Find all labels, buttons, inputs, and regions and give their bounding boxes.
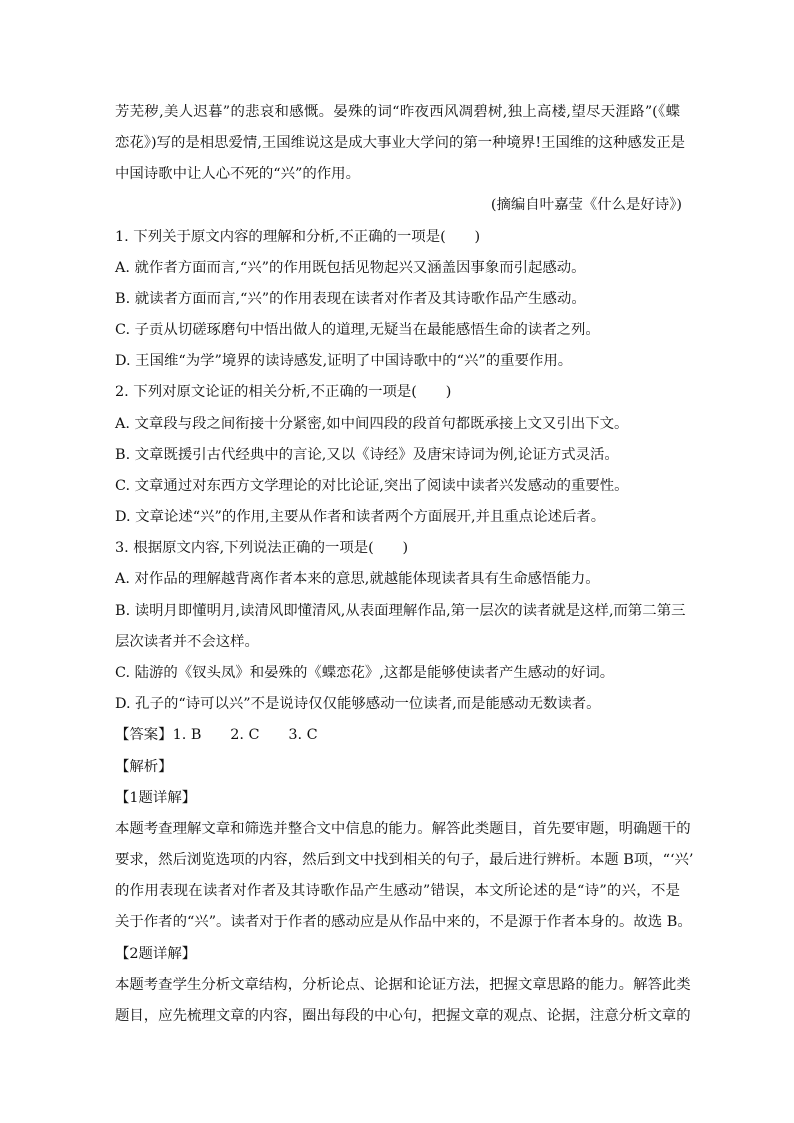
answer-line: 【答案】1. B 2. C 3. C bbox=[115, 727, 318, 743]
detail-1-line: 要求，然后浏览选项的内容，然后到文中找到相关的句子，最后进行辨析。本题 B项，“‘兴’ bbox=[115, 852, 694, 868]
question-1-option-d: D. 王国维“为学”境界的读诗感发,证明了中国诗歌中的“兴”的重要作用。 bbox=[115, 353, 573, 369]
detail-1-label: 【1题详解】 bbox=[115, 790, 197, 806]
question-3-stem: 3. 根据原文内容,下列说法正确的一项是( ) bbox=[115, 540, 409, 556]
detail-1-line: 本题考查理解文章和筛选并整合文中信息的能力。解答此类题目，首先要审题，明确题干的 bbox=[115, 821, 691, 837]
detail-2-label: 【2题详解】 bbox=[115, 946, 197, 962]
question-1-option-a: A. 就作者方面而言,“兴”的作用既包括见物起兴又涵盖因事象而引起感动。 bbox=[115, 260, 586, 276]
question-2-stem: 2. 下列对原文论证的相关分析,不正确的一项是( ) bbox=[115, 384, 452, 400]
question-2-option-c: C. 文章通过对东西方文学理论的对比论证,突出了阅读中读者兴发感动的重要性。 bbox=[115, 478, 629, 494]
detail-1-line: 关于作者的“兴”。读者对于作者的感动应是从作品中来的，不是源于作者本身的。故选 B。 bbox=[115, 914, 692, 930]
question-1-option-c: C. 子贡从切磋琢磨句中悟出做人的道理,无疑当在最能感悟生命的读者之列。 bbox=[115, 322, 600, 338]
question-3-option-c: C. 陆游的《钗头凤》和晏殊的《蝶恋花》,这都是能够使读者产生感动的好词。 bbox=[115, 665, 615, 681]
question-1-option-b: B. 就读者方面而言,“兴”的作用表现在读者对作者及其诗歌作品产生感动。 bbox=[115, 291, 586, 307]
analysis-label: 【解析】 bbox=[115, 759, 173, 775]
question-2-option-a: A. 文章段与段之间衔接十分紧密,如中间四段的段首句都既承接上文又引出下文。 bbox=[115, 416, 629, 432]
passage-line: 芳芜秽,美人迟暮”的悲哀和感慨。晏殊的词“昨夜西风凋碧树,独上高楼,望尽天涯路”(《蝶 bbox=[115, 104, 680, 120]
passage-line: 中国诗歌中让人心不死的“兴”的作用。 bbox=[115, 166, 360, 182]
question-2-option-d: D. 文章论述“兴”的作用,主要从作者和读者两个方面展开,并且重点论述后者。 bbox=[115, 509, 606, 525]
detail-1-line: 的作用表现在读者对作者及其诗歌作品产生感动”错误，本文所论述的是“诗”的兴，不是 bbox=[115, 883, 680, 899]
question-1-stem: 1. 下列关于原文内容的理解和分析,不正确的一项是( ) bbox=[115, 229, 481, 245]
question-3-option-a: A. 对作品的理解越背离作者本来的意思,就越能体现读者具有生命感悟能力。 bbox=[115, 571, 600, 587]
question-3-option-d: D. 孔子的“诗可以兴”不是说诗仅仅能够感动一位读者,而是能感动无数读者。 bbox=[115, 696, 601, 712]
detail-2-line: 题目，应先梳理文章的内容，圈出每段的中心句，把握文章的观点、论据，注意分析文章的 bbox=[115, 1008, 691, 1024]
question-3-option-b-cont: 层次读者并不会这样。 bbox=[115, 634, 259, 650]
question-3-option-b: B. 读明月即懂明月,读清风即懂清风,从表面理解作品,第一层次的读者就是这样,而第二第三 bbox=[115, 603, 686, 619]
detail-2-line: 本题考查学生分析文章结构，分析论点、论据和论证方法，把握文章思路的能力。解答此类 bbox=[115, 977, 691, 993]
question-2-option-b: B. 文章既援引古代经典中的言论,又以《诗经》及唐宋诗词为例,论证方式灵活。 bbox=[115, 447, 619, 463]
passage-line: 恋花》)写的是相思爱情,王国维说这是成大事业大学问的第一种境界!王国维的这种感发正是 bbox=[115, 135, 686, 151]
source-note: (摘编自叶嘉莹《什么是好诗》) bbox=[490, 197, 682, 213]
